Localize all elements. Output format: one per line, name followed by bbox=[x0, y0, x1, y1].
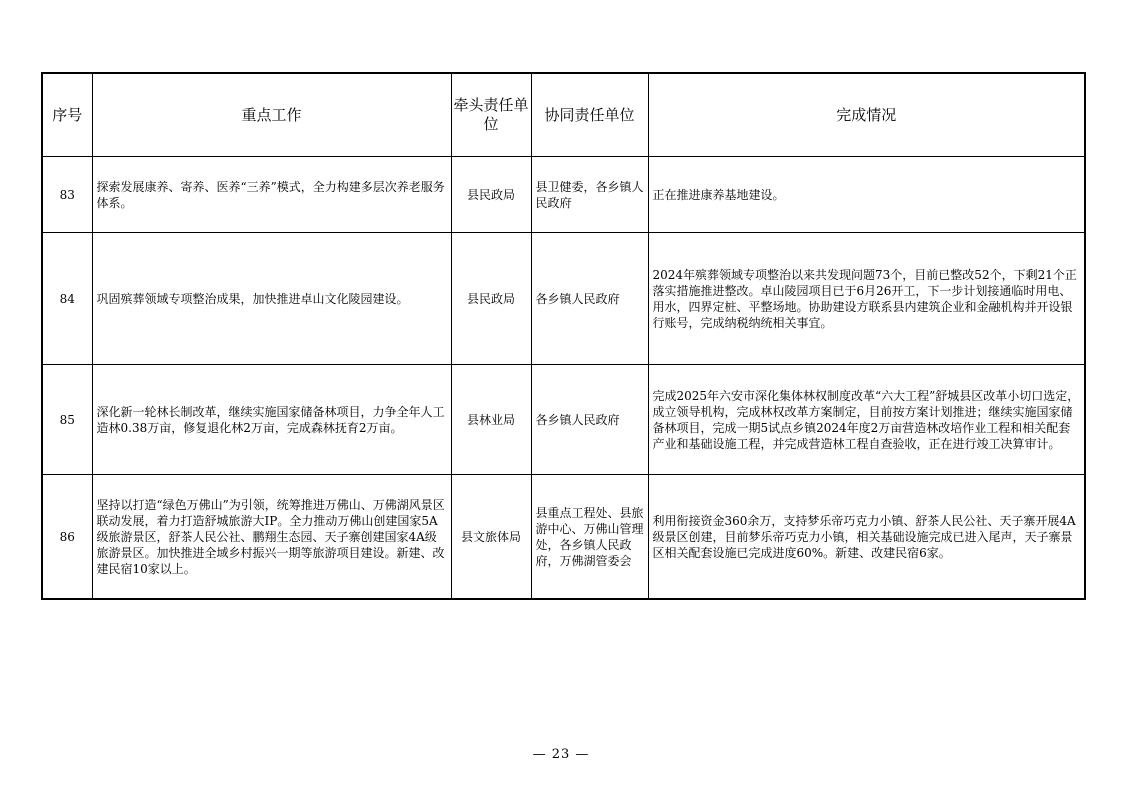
page-number: — 23 — bbox=[532, 747, 590, 762]
header-status: 完成情况 bbox=[648, 73, 1085, 157]
table-row bbox=[42, 157, 1085, 233]
row-number: 83 bbox=[42, 157, 92, 233]
row-status-text: 利用衔接资金360余万，支持梦乐帝巧克力小镇、舒茶人民公社、天子寨开展4A级景区创建，目前梦乐帝巧克力小镇，相关基础设施完成已进入尾声，天子寨景区相关配套设施已完成进度60%。新建、改建民宿6家。 bbox=[652, 513, 1076, 560]
row-work-text: 巩固殡葬领域专项整治成果，加快推进卓山文化陵园建设。 bbox=[96, 291, 409, 306]
row-work bbox=[92, 475, 451, 600]
row-work bbox=[92, 365, 451, 475]
row-coop-unit bbox=[531, 233, 648, 365]
row-number: 84 bbox=[42, 233, 92, 365]
header-work: 重点工作 bbox=[92, 73, 451, 157]
table-header-row bbox=[42, 73, 1085, 157]
row-coop-text: 县卫健委，各乡镇人民政府 bbox=[535, 179, 644, 210]
row-lead-unit: 县林业局 bbox=[451, 365, 531, 475]
table-row bbox=[42, 365, 1085, 475]
row-status-text: 正在推进康养基地建设。 bbox=[652, 187, 785, 202]
row-status-text: 完成2025年六安市深化集体林权制度改革“六大工程”舒城县区改革小切口选定，成立领导机构，完成林权改革方案制定，目前按方案计划推进；继续实施国家储备林项目，完成一期5试点乡镇2024年度2万亩营造林改培作业工程和相关配套产业和基础设施工程，并完成营造林工程自查验收，正在进行竣工决算审计。 bbox=[652, 388, 1080, 451]
row-work-text: 坚持以打造“绿色万佛山”为引领，统筹推进万佛山、万佛湖风景区联动发展，着力打造舒城旅游大IP。全力推动万佛山创建国家5A级旅游景区，舒茶人民公社、鹏翔生态园、天子寨创建国家4A级旅游景区。加快推进全域乡村振兴一期等旅游项目建设。新建、改建民宿10家以上。 bbox=[96, 497, 445, 576]
table-row bbox=[42, 475, 1085, 600]
table-row bbox=[42, 233, 1085, 365]
row-lead-unit: 县民政局 bbox=[451, 233, 531, 365]
row-coop-text: 各乡镇人民政府 bbox=[535, 412, 620, 427]
row-lead-unit: 县文旅体局 bbox=[451, 475, 531, 600]
header-coop: 协同责任单位 bbox=[531, 73, 648, 157]
row-status-text: 2024年殡葬领域专项整治以来共发现问题73个，目前已整改52个，下剩21个正落实措施推进整改。卓山陵园项目已于6月26开工，下一步计划接通临时用电、用水，四界定桩、平整场地。协助建设方联系县内建筑企业和金融机构并开设银行账号，完成纳税纳统相关事宜。 bbox=[652, 267, 1077, 330]
row-coop-unit bbox=[531, 157, 648, 233]
row-coop-unit bbox=[531, 475, 648, 600]
row-work-text: 深化新一轮林长制改革，继续实施国家储备林项目，力争全年人工造林0.38万亩，修复退化林2万亩，完成森林抚育2万亩。 bbox=[96, 404, 445, 435]
header-lead: 牵头责任单位 bbox=[451, 73, 531, 157]
row-work bbox=[92, 233, 451, 365]
row-work bbox=[92, 157, 451, 233]
row-status bbox=[648, 365, 1085, 475]
row-number: 86 bbox=[42, 475, 92, 600]
row-coop-text: 县重点工程处、县旅游中心、万佛山管理处，各乡镇人民政府，万佛湖管委会 bbox=[535, 505, 644, 568]
work-table bbox=[41, 72, 1086, 600]
row-lead-unit: 县民政局 bbox=[451, 157, 531, 233]
row-number: 85 bbox=[42, 365, 92, 475]
row-status bbox=[648, 475, 1085, 600]
header-no: 序号 bbox=[42, 73, 92, 157]
row-status bbox=[648, 233, 1085, 365]
row-coop-unit bbox=[531, 365, 648, 475]
row-coop-text: 各乡镇人民政府 bbox=[535, 291, 620, 306]
row-work-text: 探索发展康养、寄养、医养“三养”模式，全力构建多层次养老服务体系。 bbox=[96, 179, 445, 210]
row-status bbox=[648, 157, 1085, 233]
